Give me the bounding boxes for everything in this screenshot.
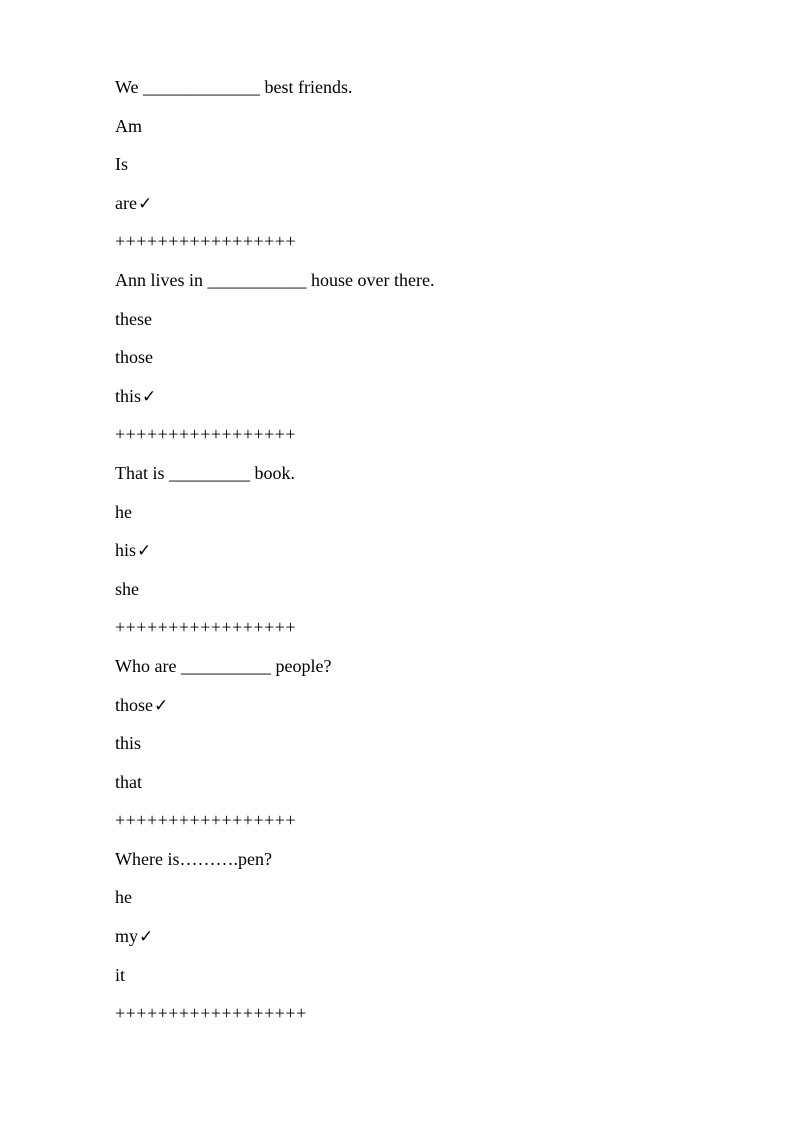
answer-option bbox=[115, 307, 735, 346]
answer-option bbox=[115, 152, 735, 191]
answer-option bbox=[115, 963, 735, 1002]
answer-option bbox=[115, 577, 735, 616]
question-text: Who are __________ people? bbox=[115, 655, 332, 676]
option-label: she bbox=[115, 578, 139, 599]
question-text: Ann lives in ___________ house over there. bbox=[115, 269, 435, 290]
separator-line: +++++++++++++++++ bbox=[115, 810, 297, 831]
option-label: he bbox=[115, 501, 132, 522]
check-mark-icon: ✓ bbox=[154, 695, 169, 716]
separator-line: +++++++++++++++++ bbox=[115, 617, 297, 638]
answer-option-correct bbox=[115, 538, 735, 577]
option-label: this bbox=[115, 733, 142, 754]
answer-option-correct bbox=[115, 384, 735, 423]
check-mark-icon: ✓ bbox=[142, 386, 157, 407]
check-mark-icon: ✓ bbox=[139, 927, 154, 948]
answer-option bbox=[115, 500, 735, 539]
answer-option bbox=[115, 770, 735, 809]
check-mark-icon: ✓ bbox=[137, 193, 153, 214]
question-text: Where is……….pen? bbox=[115, 848, 272, 869]
option-label: his bbox=[115, 540, 137, 561]
option-label: Is bbox=[115, 154, 128, 175]
answer-option-correct bbox=[115, 191, 735, 230]
check-mark-icon: ✓ bbox=[137, 541, 152, 562]
answer-option-correct bbox=[115, 924, 735, 963]
option-label: it bbox=[115, 964, 126, 985]
option-label: those bbox=[115, 694, 153, 715]
separator-line: ++++++++++++++++++ bbox=[115, 1003, 307, 1024]
answer-option-correct bbox=[115, 693, 735, 732]
option-label: are bbox=[115, 192, 137, 213]
answer-option bbox=[115, 345, 735, 384]
separator-line: +++++++++++++++++ bbox=[115, 231, 297, 252]
question-text: That is _________ book. bbox=[115, 462, 295, 483]
separator-line: +++++++++++++++++ bbox=[115, 424, 297, 445]
answer-option bbox=[115, 114, 735, 153]
option-label: this bbox=[115, 385, 142, 406]
option-label: my bbox=[115, 926, 139, 947]
answer-option bbox=[115, 731, 735, 770]
option-label: he bbox=[115, 887, 132, 908]
question-text: We _____________ best friends. bbox=[115, 77, 353, 97]
answer-option bbox=[115, 885, 735, 924]
quiz-content bbox=[115, 75, 735, 1040]
option-label: Am bbox=[115, 115, 142, 136]
option-label: that bbox=[115, 771, 142, 792]
option-label: these bbox=[115, 308, 152, 329]
option-label: those bbox=[115, 347, 153, 368]
